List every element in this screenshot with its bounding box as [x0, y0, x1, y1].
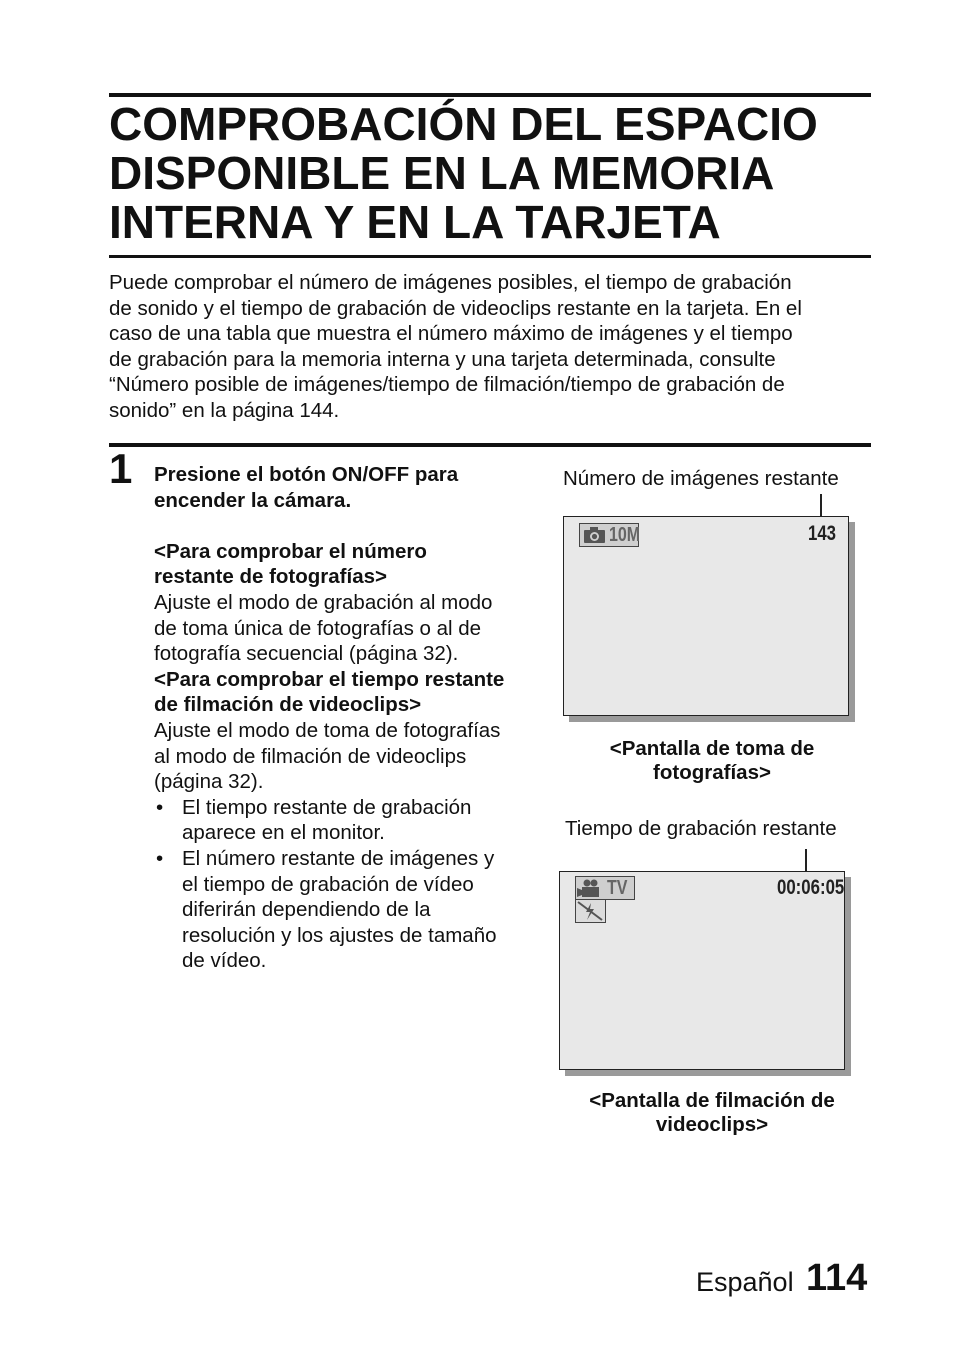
photo-screen-caption [563, 737, 861, 785]
bullet-text: El tiempo restante de grabación [182, 795, 472, 819]
step-body [154, 462, 544, 974]
intro-line: “Número posible de imágenes/tiempo de filmación/tiempo de grabación de [109, 373, 785, 396]
photo-subheading: <Para comprobar el número [154, 539, 427, 563]
caption-line: fotografías> [653, 761, 771, 784]
caption-line: videoclips> [655, 1113, 769, 1136]
photo-text: de toma única de fotografías o al de [154, 616, 482, 640]
footer-language: Español [696, 1267, 794, 1297]
bullet-item [154, 795, 544, 846]
intro-line: de sonido y el tiempo de grabación de videoclips restante en la tarjeta. En el [109, 296, 802, 320]
title-line: COMPROBACIÓN DEL ESPACIO [109, 98, 818, 150]
video-text: (página 32). [154, 770, 264, 794]
bullet-text: diferirán dependiendo de la [182, 898, 431, 922]
flash-box [575, 899, 606, 923]
title-line: INTERNA Y EN LA TARJETA [109, 196, 721, 248]
step-rule [109, 443, 871, 447]
title-line: DISPONIBLE EN LA MEMORIA [109, 147, 775, 199]
caption-line: <Pantalla de filmación de [589, 1089, 835, 1112]
intro-line: de grabación para la memoria interna y una tarjeta determinada, consulte [109, 347, 776, 371]
intro-paragraph [109, 270, 879, 423]
photo-mode-box [579, 523, 639, 547]
spacer [154, 513, 544, 539]
bullet-text: de vídeo. [182, 949, 267, 973]
remaining-recording-time: 00:06:05 [777, 876, 845, 899]
caption-line: <Pantalla de toma de [609, 737, 815, 760]
photo-subheading: restante de fotografías> [154, 565, 387, 589]
movie-camera-icon [577, 878, 605, 898]
bullet-mark: • [156, 795, 164, 819]
step-heading: encender la cámara. [154, 488, 352, 512]
video-screen-caption [559, 1089, 865, 1137]
bullet-item [154, 846, 544, 974]
bullet-text: el tiempo de grabación de vídeo [182, 872, 474, 896]
photo-text: fotografía secuencial (página 32). [154, 642, 459, 666]
video-mode-indicator: TV [607, 877, 628, 899]
photo-text: Ajuste el modo de grabación al modo [154, 590, 493, 614]
intro-line: Puede comprobar el número de imágenes posibles, el tiempo de grabación [109, 271, 792, 294]
video-mode-box [575, 876, 635, 900]
title-top-rule [109, 93, 871, 97]
bullet-text: aparece en el monitor. [182, 821, 385, 845]
video-subheading: de filmación de videoclips> [154, 693, 422, 717]
bullet-text: resolución y los ajustes de tamaño [182, 923, 497, 947]
video-text: Ajuste el modo de toma de fotografías [154, 718, 501, 742]
bullet-mark: • [156, 846, 164, 870]
bullet-text: El número restante de imágenes y [182, 846, 495, 870]
camera-icon [582, 525, 608, 545]
page-number: 114 [806, 1257, 868, 1299]
flash-off-icon [576, 900, 604, 922]
step-heading: Presione el botón ON/OFF para [154, 463, 459, 486]
video-text: al modo de filmación de videoclips [154, 744, 467, 768]
photo-screen-label: Número de imágenes restante [563, 467, 839, 490]
step-number: 1 [109, 445, 133, 492]
video-screen [559, 871, 845, 1070]
remaining-images-count: 143 [808, 522, 837, 545]
photo-screen [563, 516, 849, 716]
video-screen-label: Tiempo de grabación restante [565, 817, 837, 840]
intro-line: caso de una tabla que muestra el número máximo de imágenes y el tiempo [109, 322, 793, 345]
video-subheading: <Para comprobar el tiempo restante [154, 667, 505, 691]
intro-line: sonido” en la página 144. [109, 398, 340, 422]
page-title [109, 100, 869, 247]
title-bottom-rule [109, 255, 871, 258]
resolution-indicator: 10M [609, 524, 641, 546]
